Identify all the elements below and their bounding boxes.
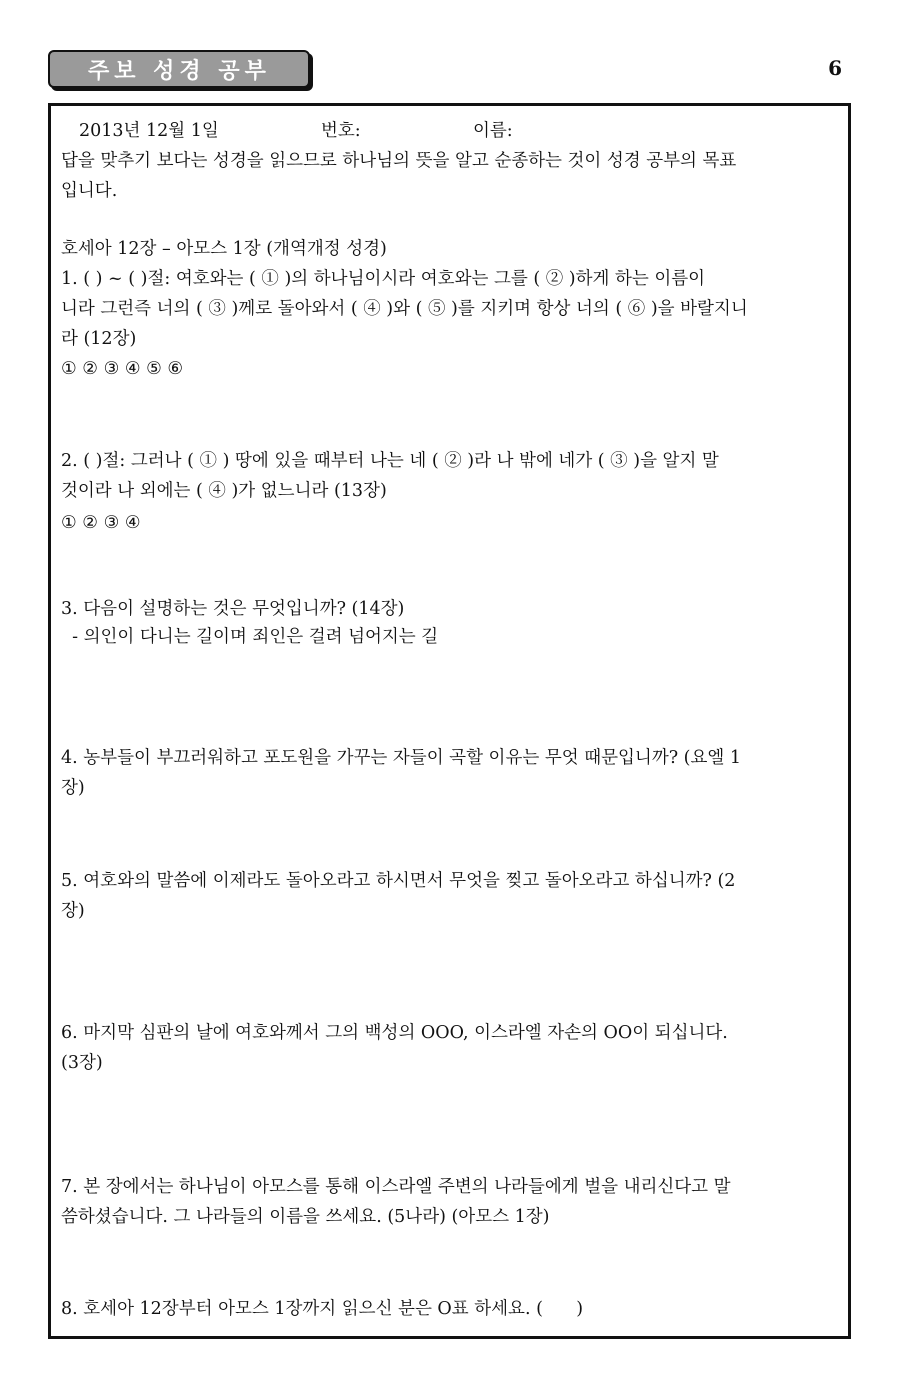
name-label: 이름:: [473, 121, 513, 141]
q2-line-1: 2. ( )절: 그러나 ( ① ) 땅에 있을 때부터 나는 네 ( ② )라 나 밖에 네가 ( ③ )을 알지 말: [61, 451, 719, 471]
q1-answer-6: ⑥: [167, 359, 184, 379]
q1-line-3: 라 (12장): [61, 329, 137, 349]
q1-answer-4: ④: [124, 359, 141, 379]
q7-line-1: 7. 본 장에서는 하나님이 아모스를 통해 이스라엘 주변의 나라들에게 벌을 내리신다고 말: [61, 1177, 731, 1197]
intro-line-2: 입니다.: [61, 181, 118, 201]
number-label: 번호:: [321, 121, 361, 141]
q8-line-1: 8. 호세아 12장부터 아모스 1장까지 읽으신 분은 O표 하세요. ( ): [61, 1299, 584, 1319]
intro-line-1: 답을 맞추기 보다는 성경을 읽으므로 하나님의 뜻을 알고 순종하는 것이 성경 공부의 목표: [61, 151, 737, 171]
q1-line-1: 1. ( ) ~ ( )절: 여호와는 ( ① )의 하나님이시라 여호와는 그를 ( ② )하게 하는 이름이: [61, 269, 706, 289]
q2-answer-3: ③: [103, 513, 120, 533]
q3-line-2: - 의인이 다니는 길이며 죄인은 걸려 넘어지는 길: [61, 627, 439, 647]
q7-line-2: 씀하셨습니다. 그 나라들의 이름을 쓰세요. (5나라) (아모스 1장): [61, 1207, 550, 1227]
q2-answer-2: ②: [82, 513, 98, 533]
info-line: [61, 116, 840, 146]
worksheet-frame: [48, 103, 851, 1339]
date-text: 2013년 12월 1일: [79, 121, 219, 141]
q1-answer-5: ⑤: [146, 359, 162, 379]
q4-line-1: 4. 농부들이 부끄러워하고 포도원을 가꾸는 자들이 곡할 이유는 무엇 때문입니까? (요엘 1: [61, 748, 741, 768]
q5-line-1: 5. 여호와의 말씀에 이제라도 돌아오라고 하시면서 무엇을 찢고 돌아오라고 하십니까? (2: [61, 871, 736, 891]
q3-line-1: 3. 다음이 설명하는 것은 무엇입니까? (14장): [61, 599, 405, 619]
page-number: 6: [828, 56, 842, 80]
reading-range: 호세아 12장 – 아모스 1장 (개역개정 성경): [61, 239, 387, 259]
q1-answer-row: [61, 354, 840, 384]
q4-line-2: 장): [61, 778, 85, 798]
q2-answer-row: [61, 508, 840, 538]
q6-line-2: (3장): [61, 1053, 103, 1073]
q1-line-2: 니라 그런즉 너의 ( ③ )께로 돌아와서 ( ④ )와 ( ⑤ )를 지키며 항상 너의 ( ⑥ )을 바랄지니: [61, 299, 748, 319]
section-title-box: [48, 50, 310, 88]
q1-answer-3: ③: [103, 359, 120, 379]
q2-answer-1: ①: [61, 513, 77, 533]
q2-line-2: 것이라 나 외에는 ( ④ )가 없느니라 (13장): [61, 481, 387, 501]
q1-answer-1: ①: [61, 359, 77, 379]
section-title: 주보 성경 공부: [88, 58, 271, 84]
q2-answer-4: ④: [124, 513, 141, 533]
q6-line-1: 6. 마지막 심판의 날에 여호와께서 그의 백성의 OOO, 이스라엘 자손의 OO이 되십니다.: [61, 1023, 728, 1043]
q1-answer-2: ②: [82, 359, 98, 379]
q5-line-2: 장): [61, 901, 85, 921]
